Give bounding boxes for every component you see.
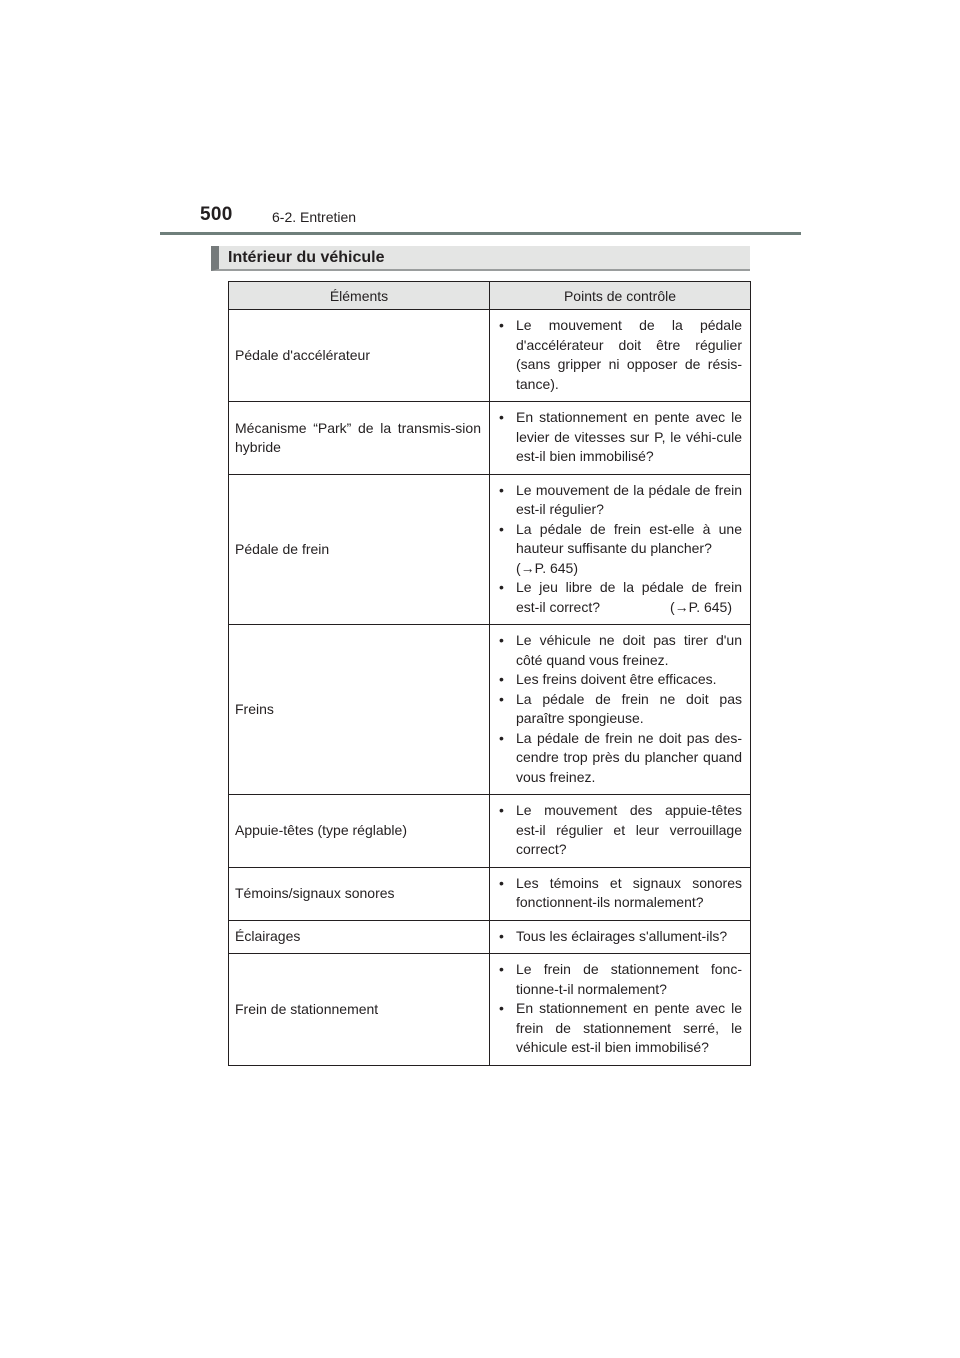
column-header-checkpoints: Points de contrôle (490, 282, 751, 310)
checkpoints-cell (490, 954, 751, 1066)
bullet-icon: • (499, 317, 504, 333)
table-row (229, 310, 751, 402)
bullet-icon: • (499, 579, 504, 595)
bullet-icon: • (499, 632, 504, 648)
section-heading (211, 246, 750, 271)
element-cell: Mécanisme “Park” de la transmis-sion hybride (229, 402, 490, 475)
header-rule (160, 232, 801, 235)
element-cell: Appuie-têtes (type réglable) (229, 795, 490, 868)
bullet-icon: • (499, 961, 504, 977)
bullet-icon: • (499, 802, 504, 818)
chapter-title: 6-2. Entretien (272, 209, 357, 225)
bullet-icon: • (499, 520, 504, 537)
bullet-icon: • (499, 874, 504, 891)
bullet-icon: • (499, 690, 504, 707)
table-row (229, 954, 751, 1066)
table-header-row (229, 282, 751, 310)
checkpoints-cell (490, 474, 751, 625)
checkpoint-item: • La pédale de frein ne doit pas des-cendre trop près du plancher quand vous freinez. (499, 729, 742, 785)
checkpoint-item: • Le mouvement des appuie-têtes est-il régulier et leur verrouillage correct? (499, 802, 742, 857)
checkpoint-item: • La pédale de frein est-elle à une hauteur suffisante du plancher? (→P. 645) (498, 520, 742, 579)
inspection-table (228, 281, 751, 1066)
element-cell: Éclairages (229, 920, 490, 954)
section-title: Intérieur du véhicule (228, 249, 385, 266)
checkpoints-cell (490, 625, 751, 795)
element-cell: Frein de stationnement (229, 954, 490, 1066)
page-number: 500 (200, 204, 233, 225)
checkpoint-item: • Le véhicule ne doit pas tirer d'un côté quand vous freinez. (499, 632, 742, 668)
checkpoints-cell (490, 867, 751, 920)
table-row (229, 625, 751, 795)
table-row (229, 795, 751, 868)
bullet-icon: • (499, 409, 504, 425)
element-cell: Témoins/signaux sonores (229, 867, 490, 920)
table-row (229, 402, 751, 475)
checkpoint-item: • En stationnement en pente avec le levier de vitesses sur P, le véhi-cule est-il bien immobilisé? (499, 409, 742, 464)
bullet-icon: • (499, 481, 504, 498)
checkpoint-item: • Le mouvement de la pédale de frein est-il régulier? (499, 481, 742, 517)
checkpoints-cell (490, 795, 751, 868)
element-cell: Pédale d'accélérateur (229, 310, 490, 402)
checkpoint-item: • Les freins doivent être efficaces. (498, 670, 742, 690)
bullet-icon: • (499, 927, 504, 944)
bullet-icon: • (499, 1000, 504, 1016)
bullet-icon: • (499, 671, 504, 687)
checkpoint-item: • La pédale de frein ne doit pas paraître spongieuse. (499, 690, 742, 726)
checkpoints-cell (490, 920, 751, 954)
page-reference: (→P. 645) (516, 559, 578, 576)
table-row (229, 474, 751, 625)
checkpoint-item: • Le frein de stationnement fonc-tionne-t-il normalement? (499, 961, 742, 997)
checkpoint-item: • Le jeu libre de la pédale de frein est-il correct? (→P. 645) (498, 578, 742, 617)
checkpoint-item: • En stationnement en pente avec le frein de stationnement serré, le véhicule est-il bien immobilisé? (499, 1000, 742, 1055)
element-cell: Pédale de frein (229, 474, 490, 625)
checkpoint-item: • Tous les éclairages s'allument-ils? (498, 927, 742, 947)
table-row (229, 867, 751, 920)
page-reference: (→P. 645) (670, 598, 732, 615)
checkpoints-cell (490, 310, 751, 402)
column-header-elements: Éléments (229, 282, 490, 310)
element-cell: Freins (229, 625, 490, 795)
table-row (229, 920, 751, 954)
checkpoint-item: • Le mouvement de la pédale d'accélérateur doit être régulier (sans gripper ni opposer de résis-tance). (499, 317, 742, 392)
bullet-icon: • (499, 729, 504, 746)
checkpoint-item: • Les témoins et signaux sonores fonctionnent-ils normalement? (499, 874, 742, 910)
checkpoints-cell (490, 402, 751, 475)
